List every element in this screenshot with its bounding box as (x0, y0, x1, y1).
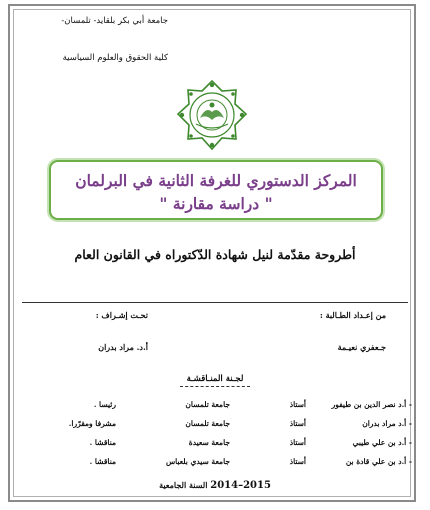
supervised-by-label: تحـت إشـراف : (95, 310, 148, 320)
prepared-by-label: من إعـداد الطـالبة : (319, 310, 386, 320)
university-name: جامعة أبي بكر بلقايد- تلمسان- (61, 16, 168, 26)
academic-year-value: 2014–2015 (210, 480, 271, 491)
student-name: جـعفري نعيـمة (337, 342, 386, 352)
jury-member-role: رئيسا . (93, 400, 116, 409)
thesis-statement: أطروحة مقدّمة لنيل شهادة الدّكتوراه في القانون العام (74, 247, 356, 262)
jury-member-rank: أستاذ (289, 400, 306, 409)
jury-member-role: مناقشا . (89, 438, 116, 447)
divider (22, 302, 408, 303)
thesis-title: المركز الدستوري للغرفة الثانية في البرلمان (75, 171, 357, 190)
academic-year (0, 480, 430, 491)
thesis-subtitle: " دراسة مقارنة " (159, 194, 273, 213)
jury-member-name: - أ.د بن علي طيبي (352, 438, 412, 447)
jury-member-row (20, 438, 412, 452)
jury-member-row (20, 400, 412, 414)
jury-member-name: - أ.د نصر الدين بن طيفور (331, 400, 412, 409)
jury-member-rank: أستاذ (289, 438, 306, 447)
jury-title: لجـنة المنـاقشـة (186, 374, 244, 384)
title-box (49, 160, 383, 220)
jury-member-rank: أستاذ (289, 457, 306, 466)
jury-member-name: - أ.د بن علي قادة بن (345, 457, 412, 466)
jury-member-university: جامعة تلمسان (185, 400, 230, 409)
jury-member-university: جامعة تلمسان (185, 419, 230, 428)
jury-member-university: جامعة سيدي بلعباس (165, 457, 230, 466)
jury-member-row (20, 419, 412, 433)
academic-year-label: السنة الجامعية (159, 480, 208, 490)
faculty-name: كلية الحقوق والعلوم السياسية (62, 53, 168, 63)
supervisor-name: أ.د. مراد بدران (98, 342, 148, 352)
jury-member-role: مشرفا ومقرّرا. (68, 419, 116, 428)
jury-member-row (20, 457, 412, 471)
jury-member-university: جامعة سعيدة (188, 438, 230, 447)
university-emblem-icon (170, 78, 254, 154)
jury-member-role: مناقشا . (89, 457, 116, 466)
jury-title-underline (180, 386, 250, 387)
jury-member-name: - أ.د مراد بدران (362, 419, 412, 428)
jury-member-rank: أستاذ (289, 419, 306, 428)
